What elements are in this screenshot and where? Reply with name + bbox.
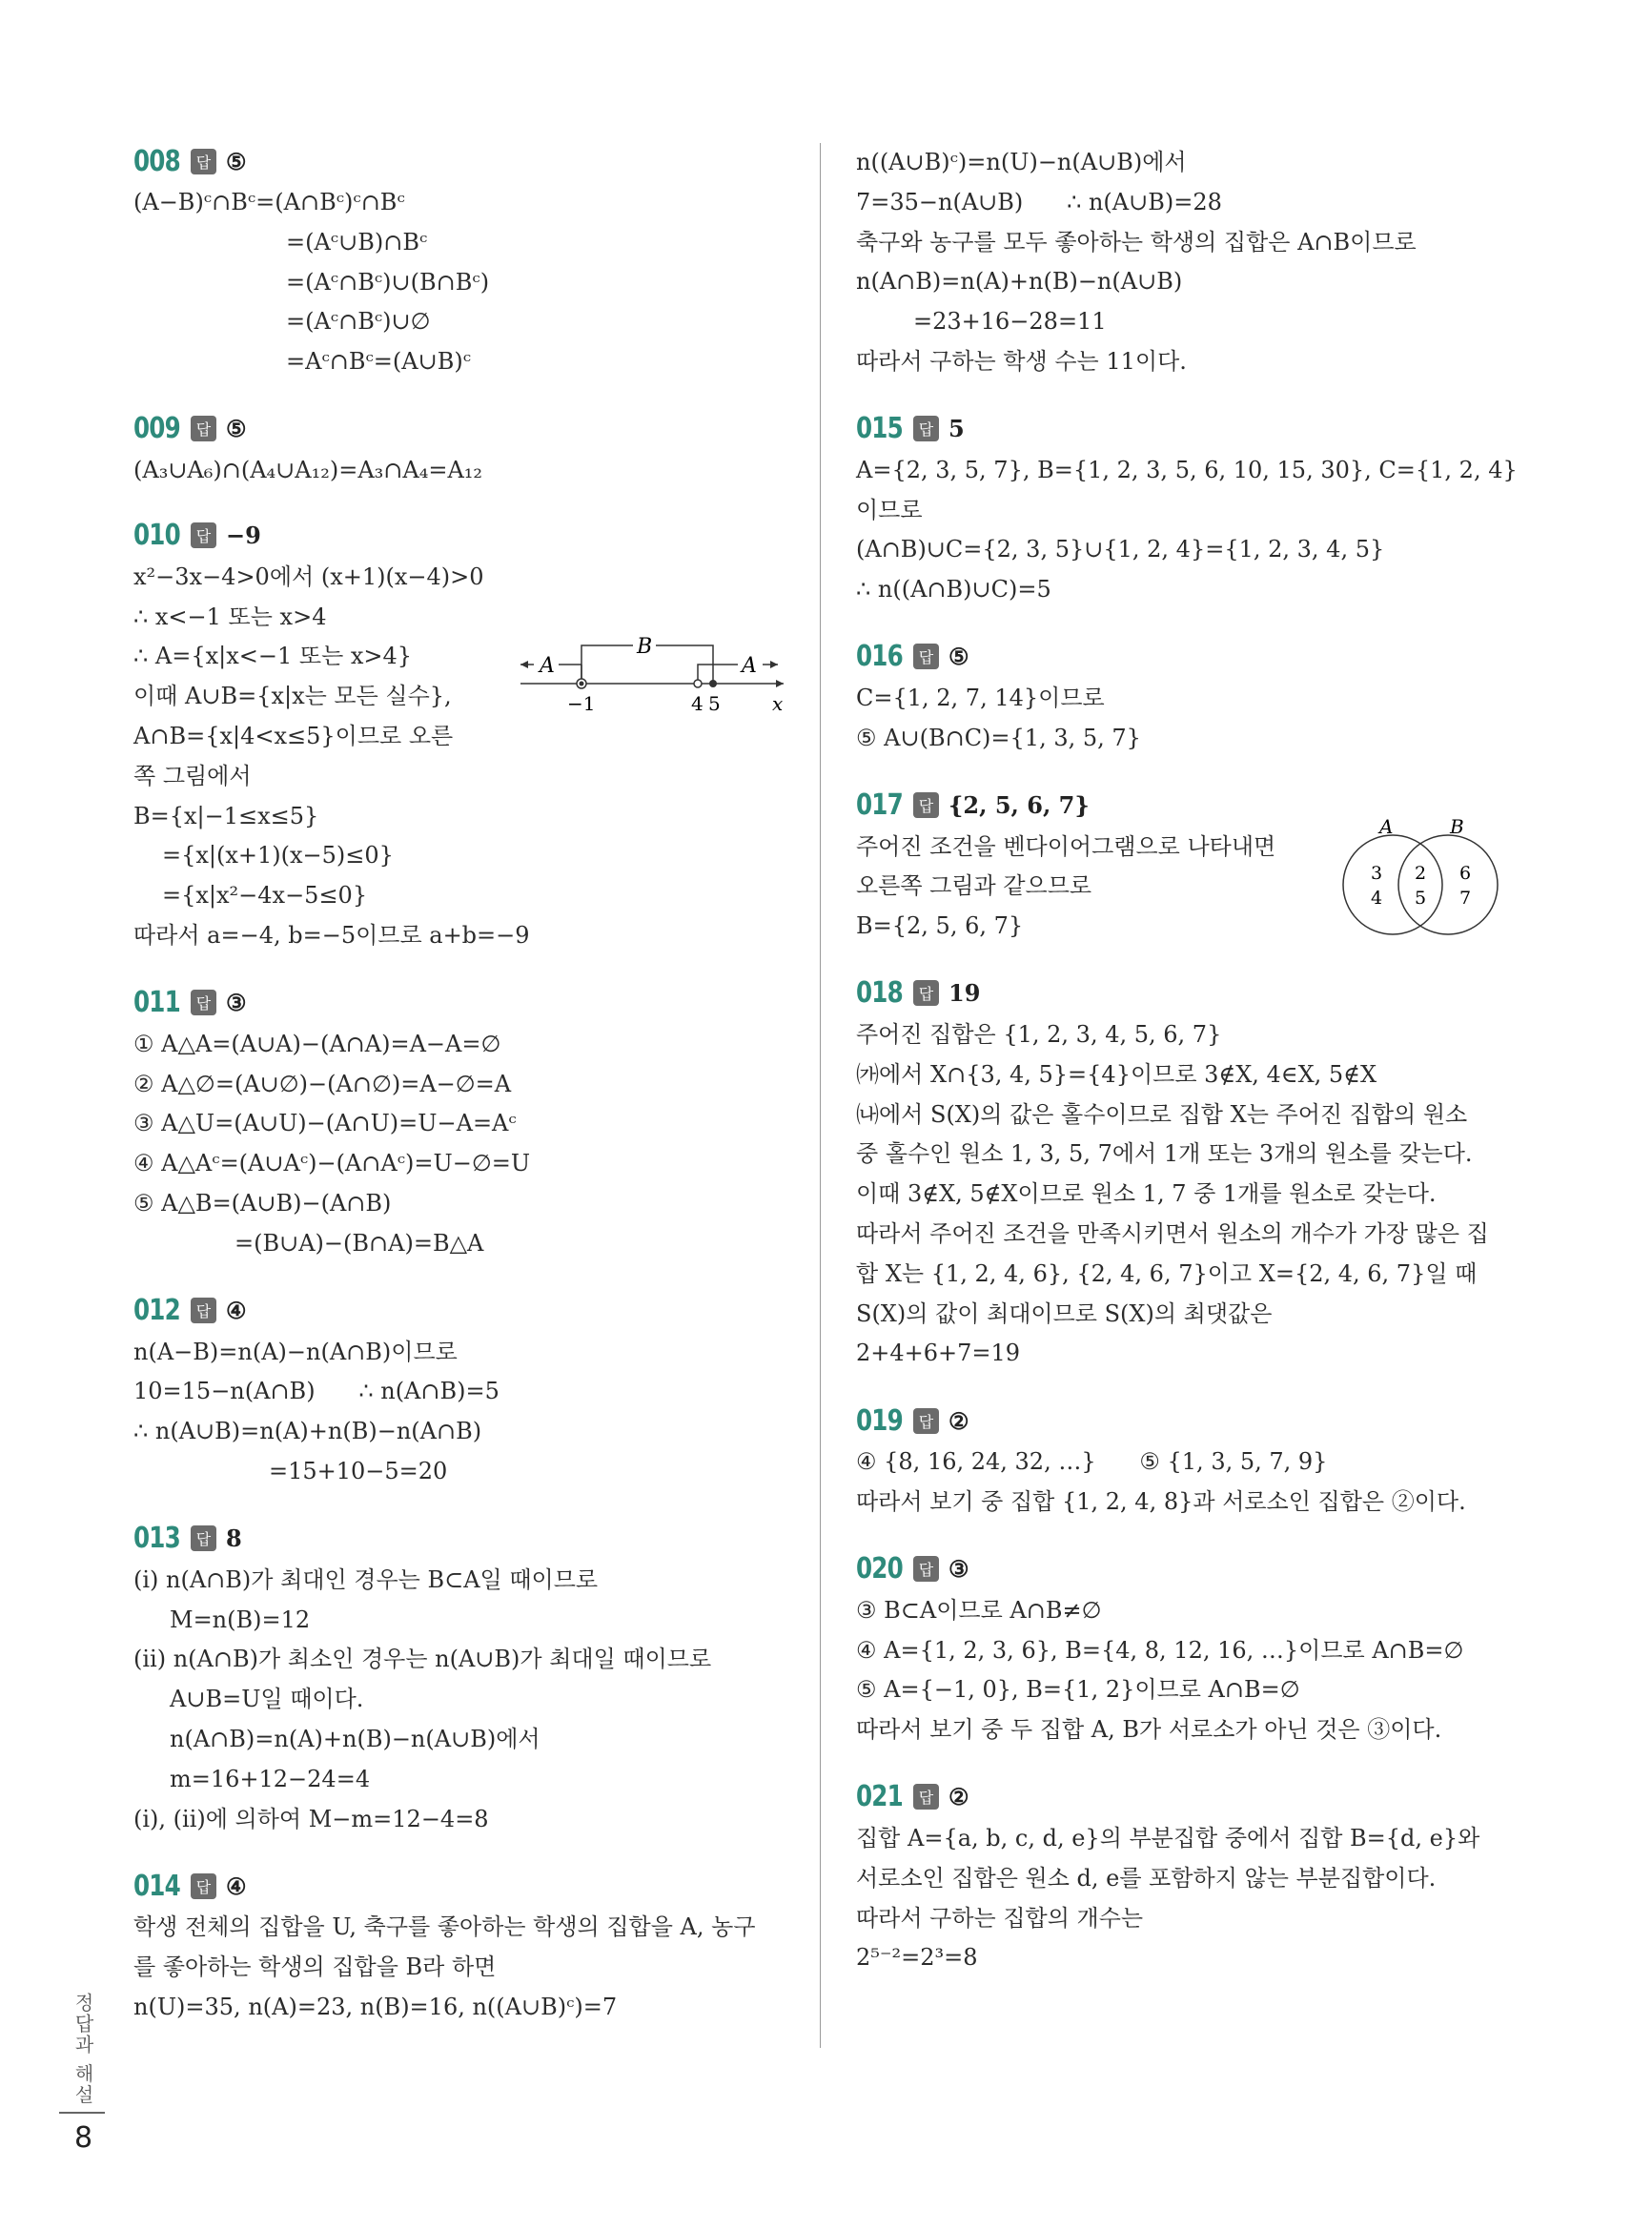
solution-line: ③ B⊂A이므로 A∩B≠∅ <box>856 1596 1102 1624</box>
problem-008 <box>133 143 801 382</box>
solution-line: ⑤ A∪(B∩C)={1, 3, 5, 7} <box>856 724 1141 751</box>
solution-line: 집합 A={a, b, c, d, e}의 부분집합 중에서 집합 B={d, e}와 <box>856 1824 1480 1852</box>
answer-value: ④ <box>226 1872 247 1900</box>
axis-label: x <box>772 691 784 715</box>
solution-line: 따라서 a=−4, b=−5이므로 a+b=−9 <box>133 921 530 949</box>
point-minus-one-dot <box>580 681 584 685</box>
solution-line: M=n(B)=12 <box>170 1606 311 1633</box>
answer-tag: 답 <box>191 1298 216 1323</box>
set-b-label: B <box>1450 815 1464 838</box>
solution-line: ∴ A={x|x<−1 또는 x>4} <box>133 643 413 670</box>
problem-number: 012 <box>133 1294 180 1328</box>
problem-number: 018 <box>856 976 903 1011</box>
problem-019 <box>856 1402 1523 1523</box>
element: 4 <box>1371 887 1383 909</box>
solution-line: 2⁵⁻²=2³=8 <box>856 1944 978 1972</box>
set-b-circle <box>1398 835 1498 934</box>
problem-header <box>856 411 1523 447</box>
problem-header <box>856 1402 1523 1439</box>
tick-label: 4 <box>691 691 704 715</box>
answer-tag: 답 <box>913 644 939 669</box>
problem-number: 015 <box>856 412 903 446</box>
solution-line: ① A△A=(A∪A)−(A∩A)=A−A=∅ <box>133 1030 501 1057</box>
solution-line: =15+10−5=20 <box>269 1457 448 1484</box>
answer-value: ⑤ <box>226 415 247 443</box>
answer-value: ④ <box>226 1297 247 1325</box>
problem-015 <box>856 411 1523 610</box>
answer-tag: 답 <box>913 416 939 441</box>
problem-014-continued <box>856 143 1523 382</box>
problem-017 <box>856 788 1523 947</box>
solution-line: (ⅱ) n(A∩B)가 최소인 경우는 n(A∪B)가 최대일 때이므로 <box>133 1646 712 1673</box>
solution-line: 이때 3∉X, 5∉X이므로 원소 1, 7 중 1개를 원소로 갖는다. <box>856 1180 1437 1208</box>
problem-header <box>133 1293 801 1329</box>
solution-line: ∴ n(A∪B)=n(A)+n(B)−n(A∩B) <box>133 1418 482 1445</box>
solution-line: 10=15−n(A∩B) ∴ n(A∩B)=5 <box>133 1378 500 1405</box>
label-a-right: A <box>742 653 757 678</box>
problem-014 <box>133 1868 801 2027</box>
solution-line: ③ A△U=(A∪U)−(A∩U)=U−A=Aᶜ <box>133 1110 517 1137</box>
page-number: 8 <box>74 2121 93 2155</box>
answer-tag: 답 <box>191 1525 216 1551</box>
problem-010 <box>133 518 801 956</box>
solution-line: (A−B)ᶜ∩Bᶜ=(A∩Bᶜ)ᶜ∩Bᶜ <box>133 189 405 215</box>
problem-header <box>133 411 801 447</box>
element: 7 <box>1459 887 1472 909</box>
solution-line: 를 좋아하는 학생의 집합을 B라 하면 <box>133 1954 497 1981</box>
problem-009 <box>133 411 801 491</box>
answer-value: −9 <box>226 522 261 550</box>
solution-line: 쪽 그림에서 <box>133 762 252 789</box>
problem-number: 009 <box>133 412 180 446</box>
solution-line: 주어진 조건을 벤다이어그램으로 나타내면 <box>856 832 1276 860</box>
element: 2 <box>1415 862 1427 884</box>
problem-021 <box>856 1779 1523 1978</box>
answer-tag: 답 <box>191 522 216 548</box>
set-a-left-arrow <box>520 661 528 668</box>
problem-number: 010 <box>133 519 180 553</box>
solution-line: 따라서 구하는 집합의 개수는 <box>856 1904 1144 1932</box>
solution-line: 2+4+6+7=19 <box>856 1340 1021 1367</box>
solution-line: ④ A={1, 2, 3, 6}, B={4, 8, 12, 16, …}이므로 A∩B=∅ <box>856 1636 1464 1664</box>
answer-tag: 답 <box>191 1873 216 1899</box>
side-rule <box>59 2112 105 2114</box>
problem-header <box>133 1868 801 1904</box>
solution-line: n((A∪B)ᶜ)=n(U)−n(A∪B)에서 <box>856 149 1187 175</box>
section-side-label: 정답과 해설 <box>71 1993 94 2106</box>
solution-line: 서로소인 집합은 원소 d, e를 포함하지 않는 부분집합이다. <box>856 1864 1437 1892</box>
answer-value: {2, 5, 6, 7} <box>948 791 1090 820</box>
problem-header <box>856 975 1523 1012</box>
solution-line: 중 홀수인 원소 1, 3, 5, 7에서 1개 또는 3개의 원소를 갖는다. <box>856 1140 1473 1168</box>
problem-016 <box>856 639 1523 759</box>
solution-line: A∩B={x|4<x≤5}이므로 오른 <box>133 722 454 749</box>
answer-value: ② <box>948 1783 969 1811</box>
solution-line: n(A∩B)=n(A)+n(B)−n(A∪B) <box>856 268 1183 296</box>
solution-line: B={2, 5, 6, 7} <box>856 912 1024 940</box>
number-line-diagram <box>515 632 791 723</box>
solution-line: S(X)의 값이 최대이므로 S(X)의 최댓값은 <box>856 1299 1273 1327</box>
solution-line: (A∩B)∪C={2, 3, 5}∪{1, 2, 4}={1, 2, 3, 4, 5} <box>856 536 1385 563</box>
label-b: B <box>637 634 653 659</box>
problem-number: 011 <box>133 986 180 1020</box>
element: 5 <box>1415 887 1427 909</box>
solution-line: x²−3x−4>0에서 (x+1)(x−4)>0 <box>133 563 484 590</box>
solution-line: =(Aᶜ∩Bᶜ)∪∅ <box>286 308 431 336</box>
problem-header <box>133 518 801 554</box>
solution-line: ④ A△Aᶜ=(A∪Aᶜ)−(A∩Aᶜ)=U−∅=U <box>133 1150 531 1177</box>
solution-line: =(Aᶜ∪B)∩Bᶜ <box>286 228 428 256</box>
point-five-closed <box>709 680 717 687</box>
solution-line: ={x|(x+1)(x−5)≤0} <box>162 842 394 869</box>
problem-012 <box>133 1293 801 1492</box>
solution-line: B={x|−1≤x≤5} <box>133 802 319 829</box>
solution-line: ㈏에서 S(X)의 값은 홀수이므로 집합 X는 주어진 집합의 원소 <box>856 1100 1468 1128</box>
solution-line: A={2, 3, 5, 7}, B={1, 2, 3, 5, 6, 10, 15, 30}, C={1, 2, 4} <box>856 456 1518 483</box>
solution-line: 축구와 농구를 모두 좋아하는 학생의 집합은 A∩B이므로 <box>856 228 1417 256</box>
answer-tag: 답 <box>191 416 216 441</box>
answer-value: 5 <box>948 415 965 443</box>
solution-line: ④ {8, 16, 24, 32, …} ⑤ {1, 3, 5, 7, 9} <box>856 1448 1328 1476</box>
solution-line: n(A∩B)=n(A)+n(B)−n(A∪B)에서 <box>170 1725 540 1752</box>
element: 6 <box>1459 862 1472 884</box>
problem-number: 014 <box>133 1869 180 1903</box>
problem-header <box>133 1521 801 1557</box>
right-column <box>856 143 1523 1978</box>
tick-label: 5 <box>708 691 721 715</box>
solution-line: 합 X는 {1, 2, 4, 6}, {2, 4, 6, 7}이고 X={2, 4, 6, 7}일 때 <box>856 1259 1478 1287</box>
answer-value: ② <box>948 1406 969 1435</box>
solution-line: ∴ n((A∩B)∪C)=5 <box>856 576 1051 604</box>
problem-018 <box>856 975 1523 1374</box>
solution-line: =23+16−28=11 <box>913 308 1107 336</box>
solution-line: ∴ x<−1 또는 x>4 <box>133 603 327 630</box>
solution-line: ② A△∅=(A∪∅)−(A∩∅)=A−∅=A <box>133 1070 512 1097</box>
solution-line: 학생 전체의 집합을 U, 축구를 좋아하는 학생의 집합을 A, 농구 <box>133 1913 756 1941</box>
solution-line: 따라서 구하는 학생 수는 11이다. <box>856 347 1187 375</box>
problem-header <box>133 143 801 179</box>
solution-line: ={x|x²−4x−5≤0} <box>162 882 368 910</box>
solution-line: ⑤ A={−1, 0}, B={1, 2}이므로 A∩B=∅ <box>856 1676 1300 1704</box>
venn-diagram <box>1337 816 1509 940</box>
problem-number: 021 <box>856 1780 903 1814</box>
solution-line: m=16+12−24=4 <box>170 1765 371 1792</box>
left-column <box>133 143 801 2028</box>
problem-header <box>856 1779 1523 1815</box>
answer-tag: 답 <box>191 990 216 1015</box>
problem-number: 008 <box>133 144 180 178</box>
solution-line: n(A−B)=n(A)−n(A∩B)이므로 <box>133 1338 458 1365</box>
label-a-left: A <box>540 653 555 678</box>
answer-tag: 답 <box>913 1556 939 1582</box>
problem-header <box>856 1551 1523 1587</box>
problem-number: 020 <box>856 1552 903 1586</box>
solution-line: (ⅰ), (ⅱ)에 의하여 M−m=12−4=8 <box>133 1805 489 1832</box>
solution-line: A∪B=U일 때이다. <box>170 1686 364 1713</box>
solution-line: 이므로 <box>856 496 923 523</box>
problem-header <box>856 639 1523 675</box>
problem-number: 016 <box>856 640 903 674</box>
solution-line: =(Aᶜ∩Bᶜ)∪(B∩Bᶜ) <box>286 268 490 296</box>
answer-value: ⑤ <box>948 643 969 671</box>
problem-011 <box>133 985 801 1264</box>
answer-value: 19 <box>948 979 981 1008</box>
solution-line: 따라서 주어진 조건을 만족시키면서 원소의 개수가 가장 많은 집 <box>856 1219 1489 1247</box>
solution-line: =Aᶜ∩Bᶜ=(A∪B)ᶜ <box>286 348 472 376</box>
solution-line: ㈎에서 X∩{3, 4, 5}={4}이므로 3∉X, 4∈X, 5∉X <box>856 1060 1377 1088</box>
solution-line: C={1, 2, 7, 14}이므로 <box>856 684 1105 711</box>
problem-020 <box>856 1551 1523 1750</box>
solution-line: (ⅰ) n(A∩B)가 최대인 경우는 B⊂A일 때이므로 <box>133 1565 599 1593</box>
solution-line: ⑤ A△B=(A∪B)−(A∩B) <box>133 1189 392 1217</box>
answer-value: ⑤ <box>226 147 247 175</box>
point-four-open <box>694 680 702 687</box>
solution-line: 따라서 보기 중 두 집합 A, B가 서로소가 아닌 것은 ③이다. <box>856 1716 1442 1744</box>
solution-line: 주어진 집합은 {1, 2, 3, 4, 5, 6, 7} <box>856 1020 1222 1048</box>
column-divider <box>820 143 821 2048</box>
problem-number: 013 <box>133 1522 180 1556</box>
problem-number: 017 <box>856 788 903 823</box>
solution-line: 오른쪽 그림과 같으므로 <box>856 872 1092 900</box>
solution-line: 7=35−n(A∪B) ∴ n(A∪B)=28 <box>856 188 1222 215</box>
answer-tag: 답 <box>191 149 216 174</box>
answer-tag: 답 <box>913 792 939 818</box>
set-a-right-arrow <box>770 661 778 668</box>
solution-line: (A₃∪A₆)∩(A₄∪A₁₂)=A₃∩A₄=A₁₂ <box>133 456 483 483</box>
answer-value: ③ <box>226 989 247 1017</box>
problem-013 <box>133 1521 801 1840</box>
axis-arrow <box>776 680 784 687</box>
solution-line: 따라서 보기 중 집합 {1, 2, 4, 8}과 서로소인 집합은 ②이다. <box>856 1487 1466 1515</box>
answer-tag: 답 <box>913 1408 939 1434</box>
answer-value: ③ <box>948 1555 969 1584</box>
solution-line: n(U)=35, n(A)=23, n(B)=16, n((A∪B)ᶜ)=7 <box>133 1993 618 2020</box>
answer-tag: 답 <box>913 980 939 1006</box>
tick-label: −1 <box>567 691 596 715</box>
set-a-circle <box>1343 835 1442 934</box>
problem-number: 019 <box>856 1403 903 1438</box>
answer-tag: 답 <box>913 1784 939 1810</box>
element: 3 <box>1371 862 1383 884</box>
solution-line: 이때 A∪B={x|x는 모든 실수}, <box>133 683 452 710</box>
solution-line: =(B∪A)−(B∩A)=B△A <box>235 1229 484 1257</box>
set-a-label: A <box>1379 815 1394 838</box>
answer-value: 8 <box>226 1524 242 1553</box>
problem-header <box>133 985 801 1021</box>
